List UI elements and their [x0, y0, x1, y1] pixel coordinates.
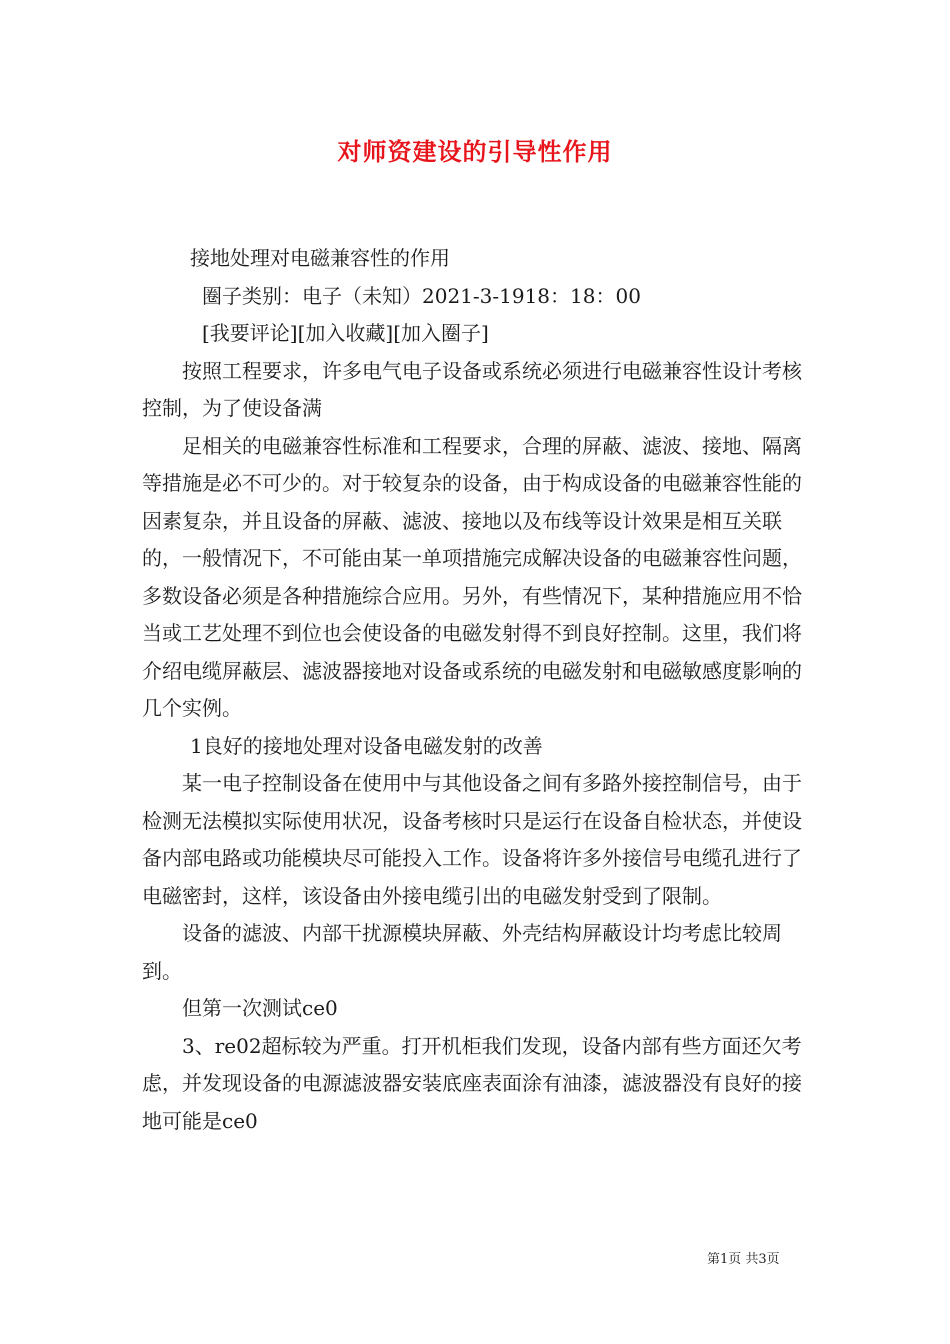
paragraph: 但第一次测试ce0: [182, 996, 338, 1020]
paragraph: 足相关的电磁兼容性标准和工程要求，合理的屏蔽、滤波、接地、隔离等措施是必不可少的。对于较复杂的设备，由于构成设备的电磁兼容性能的因素复杂，并且设备的屏蔽、滤波、接地以及布线等设计效果是相互关联的，一般情况下，不可能由某一单项措施完成解决设备的电磁兼容性问题，多数设备必须是各种措施综合应用。另外，有些情况下，某种措施应用不恰当或工艺处理不到位也会使设备的电磁发射得不到良好控制。这里，我们将介绍电缆屏蔽层、滤波器接地对设备或系统的电磁发射和电磁敏感度影响的几个实例。: [142, 433, 802, 720]
section-heading: 1良好的接地处理对设备电磁发射的改善: [190, 733, 543, 758]
paragraph: 3、re02超标较为严重。打开机柜我们发现，设备内部有些方面还欠考虑，并发现设备的电源滤波器安装底座表面涂有油漆，滤波器没有良好的接地可能是ce0: [142, 1033, 802, 1133]
paragraph: 按照工程要求，许多电气电子设备或系统必须进行电磁兼容性设计考核控制，为了使设备满: [142, 358, 802, 420]
article-heading: 接地处理对电磁兼容性的作用: [190, 246, 450, 270]
action-links-line: [我要评论][加入收藏][加入圈子]: [202, 321, 489, 345]
circle-category-line: 圈子类别：电子（未知）2021-3-1918：18：00: [202, 283, 641, 308]
paragraph: 设备的滤波、内部干扰源模块屏蔽、外壳结构屏蔽设计均考虑比较周到。: [142, 921, 782, 983]
page-title: 对师资建设的引导性作用: [337, 137, 613, 166]
paragraph: 某一电子控制设备在使用中与其他设备之间有多路外接控制信号，由于检测无法模拟实际使用状况，设备考核时只是运行在设备自检状态，并使设备内部电路或功能模块尽可能投入工作。设备将许多外接信号电缆孔进行了电磁密封，这样，该设备由外接电缆引出的电磁发射受到了限制。: [142, 771, 802, 908]
document-body: [142, 240, 810, 1140]
page-number-footer: 第1页 共3页: [707, 1252, 780, 1267]
